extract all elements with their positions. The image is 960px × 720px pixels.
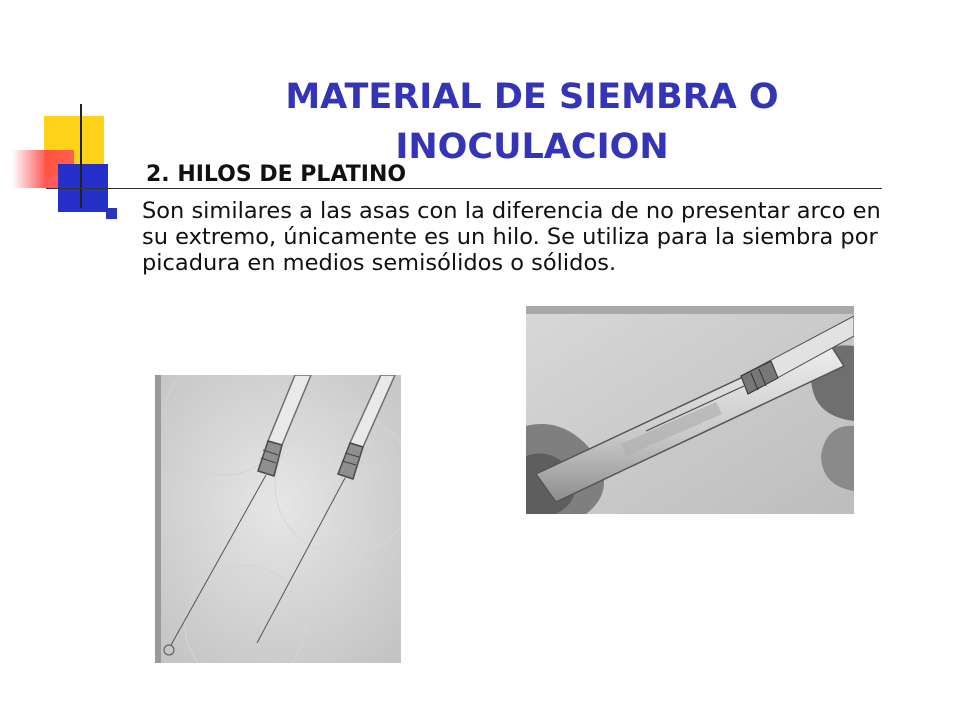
section-subtitle: 2. HILOS DE PLATINO	[146, 162, 407, 187]
decor-vertical-line	[80, 104, 82, 208]
photo-platinum-wires	[155, 375, 401, 663]
slide-title: MATERIAL DE SIEMBRA O INOCULACION	[285, 77, 779, 167]
bullet-square-icon	[106, 208, 117, 219]
bullet-text: Son similares a las asas con la diferencia de no presentar arco en su extremo, únicamente es un hilo. Se utiliza para la siembra por picadura en medios semisólidos o sólidos.	[142, 198, 881, 276]
photo-inoculation-tube	[526, 306, 854, 514]
